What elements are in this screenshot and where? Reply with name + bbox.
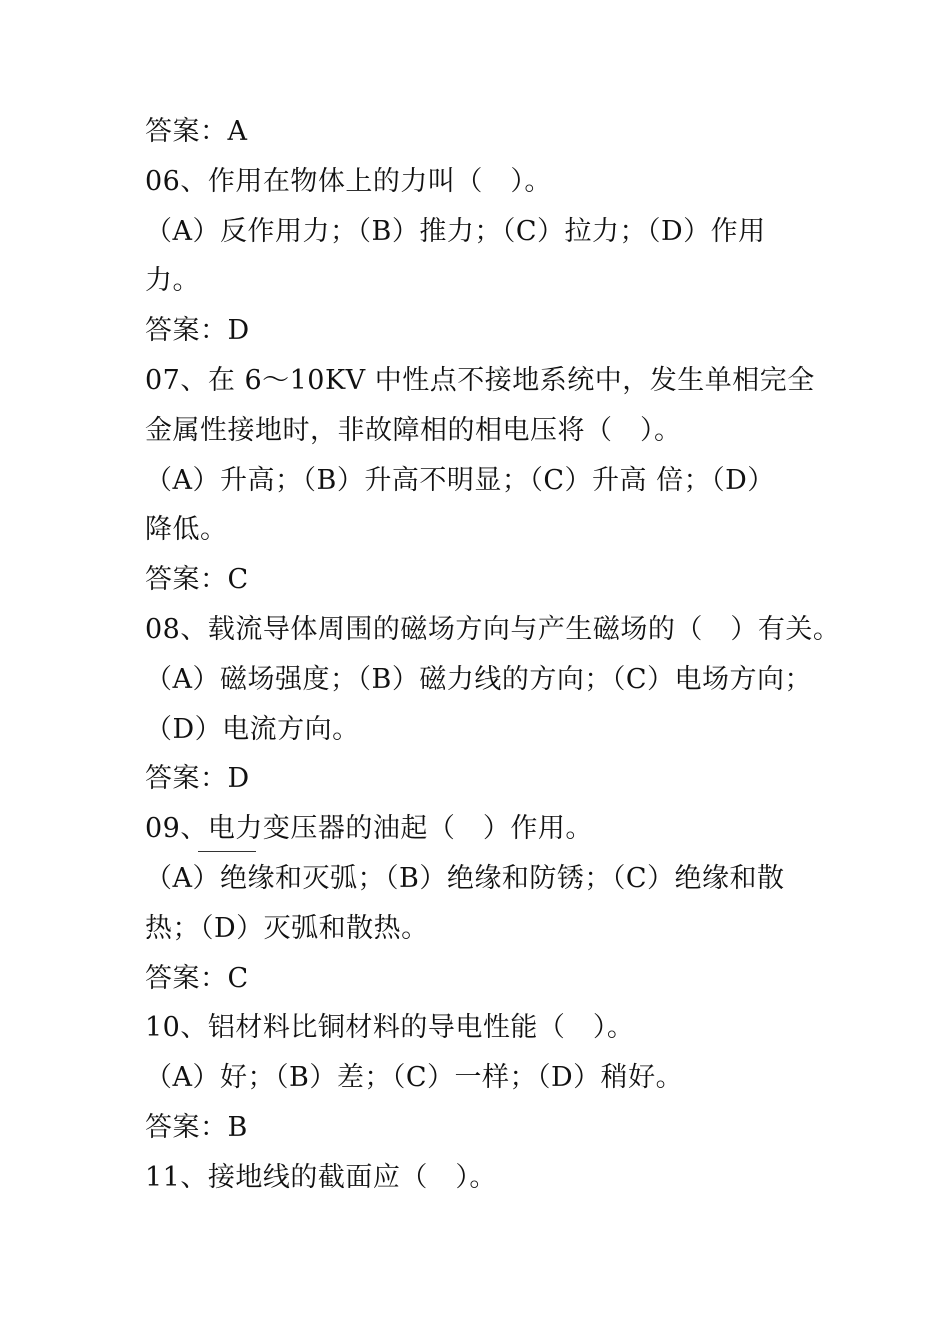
text-underline-mark (198, 851, 256, 852)
question-07-line-1: 07、在 6～10KV 中性点不接地系统中，发生单相完全 (145, 364, 815, 396)
answer-05: 答案：A (145, 116, 248, 147)
options-10: （A）好；（B）差；（C）一样；（D）稍好。 (145, 1062, 684, 1094)
options-08-line-1: （A）磁场强度；（B）磁力线的方向；（C）电场方向； (145, 663, 812, 695)
question-10: 10、铝材料比铜材料的导电性能（ ）。 (145, 1012, 635, 1044)
options-07-line-2: 降低。 (145, 514, 228, 546)
options-06-line-2: 力。 (145, 265, 200, 297)
question-09: 09、电力变压器的油起（ ）作用。 (145, 813, 593, 845)
answer-06: 答案：D (145, 315, 250, 347)
answer-10: 答案：B (145, 1111, 248, 1143)
answer-08: 答案：D (145, 763, 250, 795)
options-07-line-1: （A）升高；（B）升高不明显；（C）升高 倍；（D） (145, 464, 775, 496)
options-09-line-1: （A）绝缘和灭弧；（B）绝缘和防锈；（C）绝缘和散 (145, 862, 785, 894)
options-08-line-2: （D）电流方向。 (145, 713, 360, 745)
answer-09: 答案：C (145, 962, 249, 994)
document-body (145, 107, 841, 1203)
question-07-line-2: 金属性接地时，非故障相的相电压将（ ）。 (145, 414, 682, 446)
question-08: 08、载流导体周围的磁场方向与产生磁场的（ ）有关。 (145, 613, 841, 645)
answer-07: 答案：C (145, 564, 249, 596)
question-06: 06、作用在物体上的力叫（ ）。 (145, 165, 552, 197)
options-06-line-1: （A）反作用力；（B）推力；（C）拉力；（D）作用 (145, 215, 766, 247)
options-09-line-2: 热；（D）灭弧和散热。 (145, 912, 429, 944)
question-11: 11、接地线的截面应（ ）。 (145, 1161, 497, 1193)
